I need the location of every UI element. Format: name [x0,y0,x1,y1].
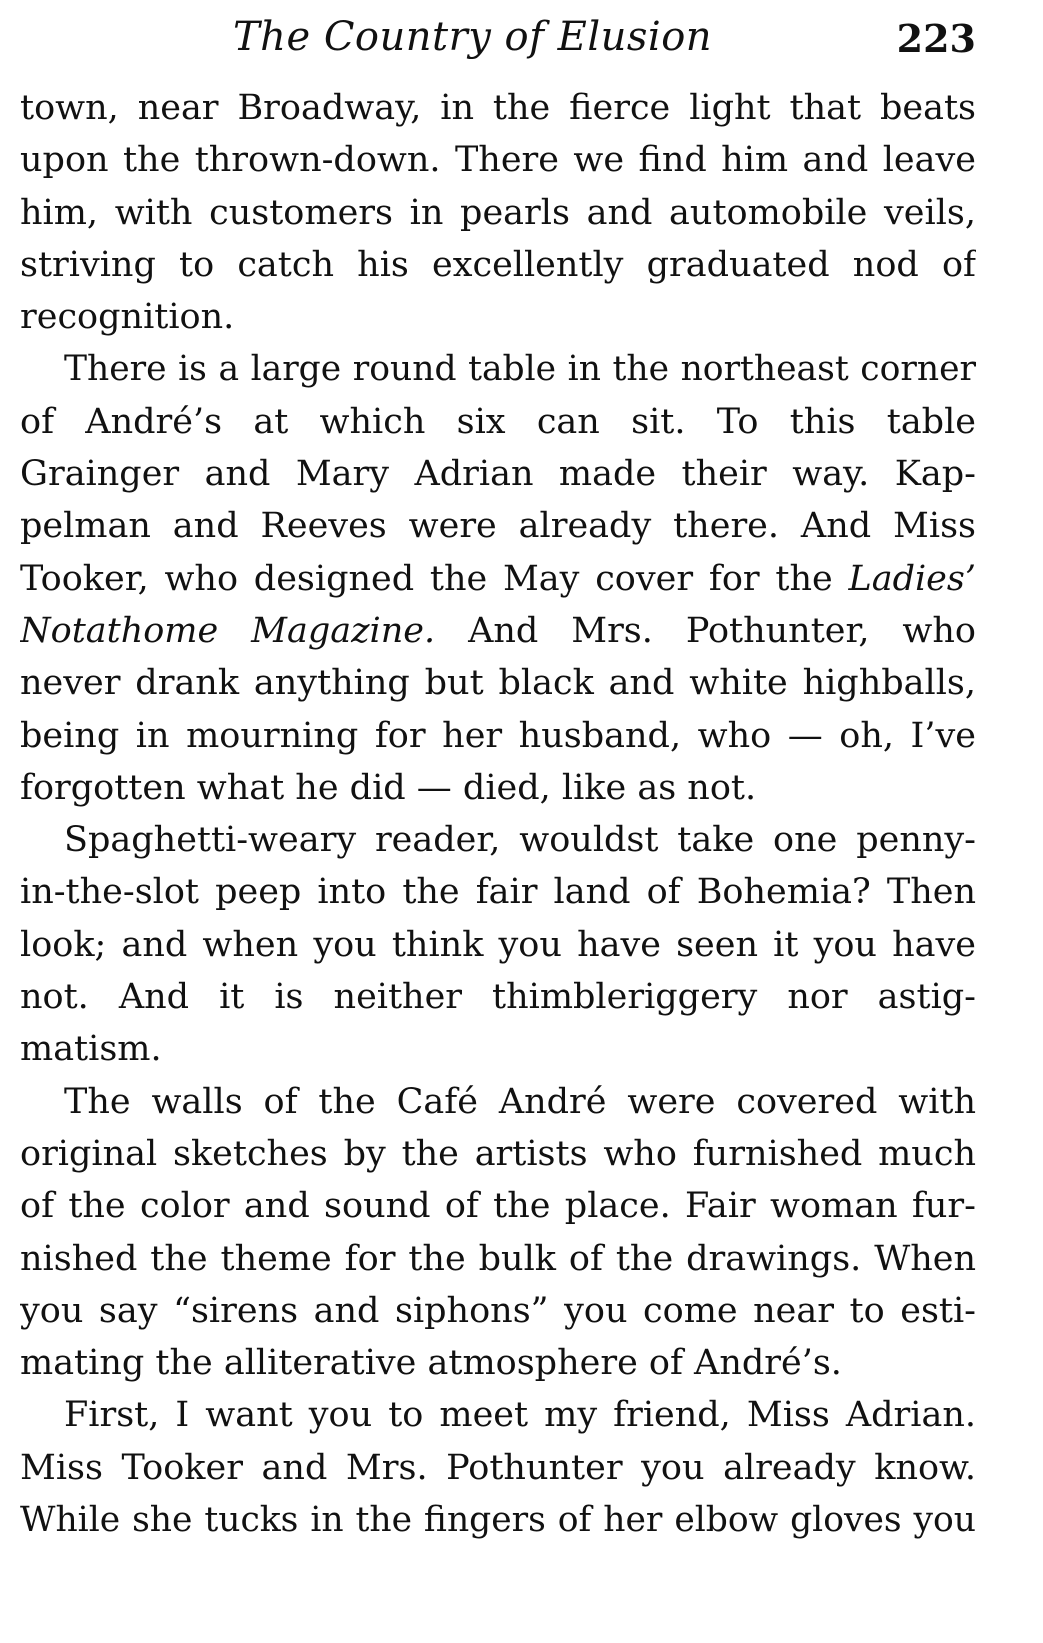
text-line: upon the thrown-down. There we find him and leave [20,140,976,181]
text-line: First, I want you to meet my friend, Miss Adrian. [64,1395,976,1436]
text-line: original sketches by the artists who furnished much [20,1133,976,1174]
text-line: Grainger and Mary Adrian made their way. Kap- [20,454,976,495]
magazine-title-part: Ladies’ [848,558,976,599]
text-line: There is a large round table in the northeast corner [64,349,976,390]
text-line: striving to catch his excellently graduated nod of [20,244,976,285]
text-line: pelman and Reeves were already there. And Miss [20,506,976,547]
body-text [20,82,976,1546]
text-line: in-the-slot peep into the fair land of Bohemia? Then [20,872,976,913]
text-line: nished the theme for the bulk of the drawings. When [20,1238,976,1279]
text-line: mating the alliterative atmosphere of André’s. [20,1343,842,1384]
text-line: not. And it is neither thimbleriggery nor astig- [20,977,976,1018]
page-header [20,0,976,82]
text-line: never drank anything but black and white highballs, [20,663,976,704]
running-title: The Country of Elusion [233,14,713,60]
text-line [20,605,976,657]
text-segment: And Mrs. Pothunter, who [468,610,976,651]
text-line [20,553,976,605]
text-line: recognition. [20,297,235,338]
book-page [20,0,976,1643]
text-line: Miss Tooker and Mrs. Pothunter you already know. [20,1447,976,1488]
text-line: forgotten what he did — died, like as not. [20,767,757,808]
paragraph [20,1076,976,1390]
text-line: look; and when you think you have seen it you have [20,924,976,965]
text-line: you say “sirens and siphons” you come near to esti- [20,1290,976,1331]
magazine-title-part: Notathome Magazine. [20,610,436,651]
text-line: While she tucks in the fingers of her elbow gloves you [20,1500,976,1541]
text-line: matism. [20,1029,162,1070]
page-number: 223 [896,16,976,61]
text-line: being in mourning for her husband, who — oh, I’ve [20,715,976,756]
paragraph [20,814,976,1075]
text-line: him, with customers in pearls and automobile veils, [20,192,976,233]
text-line: The walls of the Café André were covered with [64,1081,976,1122]
paragraph [20,1389,976,1546]
text-line: of the color and sound of the place. Fair woman fur- [20,1186,976,1227]
paragraph [20,343,976,814]
paragraph [20,82,976,343]
text-line: Spaghetti-weary reader, wouldst take one penny- [64,820,976,861]
text-segment: Tooker, who designed the May cover for the [20,558,833,599]
text-line: town, near Broadway, in the fierce light that beats [20,88,976,128]
text-line: of André’s at which six can sit. To this table [20,401,976,442]
